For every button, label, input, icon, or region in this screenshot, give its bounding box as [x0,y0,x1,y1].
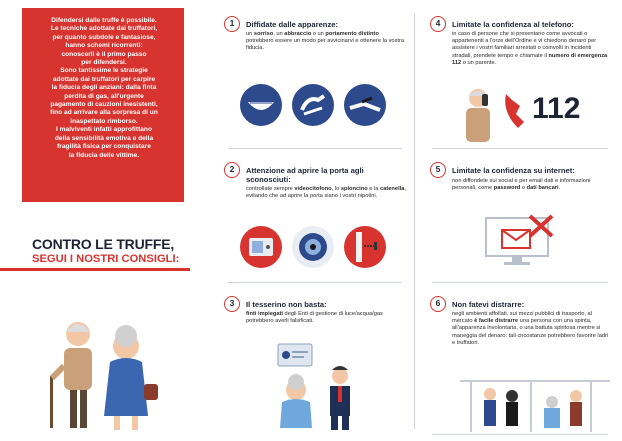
body-segment: abbraccio [284,31,312,37]
step-1-title: Diffidate dalle apparenze: [246,20,338,29]
computer-email-illustration [482,212,572,272]
body-segment: non diffondete sui social e per email dati e informazioni personali, come [452,178,591,192]
step-number-5: 5 [430,162,446,178]
body-segment: controllate sempre [246,186,295,192]
body-segment: potrebbero essere un modo per avvicinarvi e ottenere la vostra fiducia. [246,38,405,52]
body-segment: spioncino [340,186,368,192]
hug-icon [292,84,334,126]
spioncino-icon [292,226,334,268]
step-4-title: Limitate la confidenza al telefono: [452,20,574,29]
bottom-line [432,434,608,435]
step-4-body [452,31,612,67]
body-segment: portamento distinto [325,31,379,37]
intro-box [22,8,184,202]
body-segment: . [558,185,561,192]
body-segment: finti impiegati [246,311,283,317]
body-segment: catenella [380,186,405,192]
step-number-2: 2 [224,162,240,178]
emergency-number: 112 [532,92,581,125]
fake-badge-illustration [258,340,398,430]
step-2-body [246,186,406,200]
column-divider [414,14,415,429]
section-divider [432,148,608,149]
step-number-4: 4 [430,16,446,32]
step-number-6: 6 [430,296,446,312]
body-segment: videocitofono [294,186,332,192]
body-segment: sorriso [253,31,274,37]
body-segment: o un parente. [461,59,497,66]
slogan-divider [0,268,190,271]
step-5-body [452,178,610,192]
body-segment: degli Enti di gestione di luce/acqua/gas potrebbero averli falsificati. [246,311,383,325]
slogan-line1: CONTRO LE TRUFFE, [32,236,175,252]
elderly-man-phone-illustration [458,84,498,144]
body-segment: o un [311,31,326,37]
step-6-title: Non fatevi distrarre: [452,300,525,309]
step-1-body [246,31,406,53]
step-number-3: 3 [224,296,240,312]
body-segment: dati bancari [526,185,559,192]
elderly-couple-illustration [40,306,170,436]
step-3-title: Il tesserino non basta: [246,300,327,309]
crowded-bus-illustration [460,372,610,432]
body-segment: in caso di persone che si presentano come avvocati o appartenenti a l'orze dell'Ordine e vi chiedono denaro per assistere i vostri familiari arrestati o coinvolti in incidenti stradali, prendete tempo e chiamate il [452,31,597,59]
handshake-icon [344,84,386,126]
body-segment: o [520,185,527,192]
slogan [32,236,192,265]
body-segment: , evitando che ad aprire la porta siano i vostri nipotini. [246,186,406,200]
body-segment: password [493,185,521,192]
body-segment: numero di emergenza 112 [452,52,608,66]
section-divider [228,282,402,283]
smile-icon [240,84,282,126]
body-segment: è facile distrarre [474,318,519,325]
body-segment: , un [273,31,285,37]
videocitofono-icon [240,226,282,268]
body-segment: e la [367,186,381,192]
intro-text: Difendersi dalle truffe è possibile. Le tecniche adottate dai truffatori, per quanto subdole e fantasiose, hanno schemi ricorrenti: conoscerli è il primo passo per difendersi. Sono tantissime le strategie adottate dai truffatori per carpire la fiducia degli anziani: dalla finta perdita di gas, all'urgente pagamento di cauzioni inesistenti, fino ad arrivare alla sorpresa di un inaspettato rimborso. I malviventi infatti approfittano della sensibilità emotiva e della fragilità fisica per conquistare la fiducia delle vittime. [50,17,158,159]
step-number-1: 1 [224,16,240,32]
catenella-icon [344,226,386,268]
body-segment: un [246,31,254,37]
step-5-title: Limitate la confidenza su internet: [452,166,575,175]
body-segment: , lo [331,186,341,192]
body-segment: una persona con una spinta, all'apparenza involontaria, o una battuta spiritosa mentre si maneggia del denaro: tali circostanze potrebbero favorire ladri e truffatori. [452,318,609,346]
step-2-title: Attenzione ad aprire la porta agli sconosciuti: [246,166,364,184]
step-6-body [452,311,612,347]
slogan-line2: SEGUI I NOSTRI CONSIGLI: [32,253,180,265]
section-divider [228,148,402,149]
emergency-phone-icon [498,86,608,136]
step-3-body [246,311,406,325]
section-divider [432,282,608,283]
body-segment: negli ambienti affollati, sui mezzi pubblici di trasporto, al mercato [452,311,592,325]
